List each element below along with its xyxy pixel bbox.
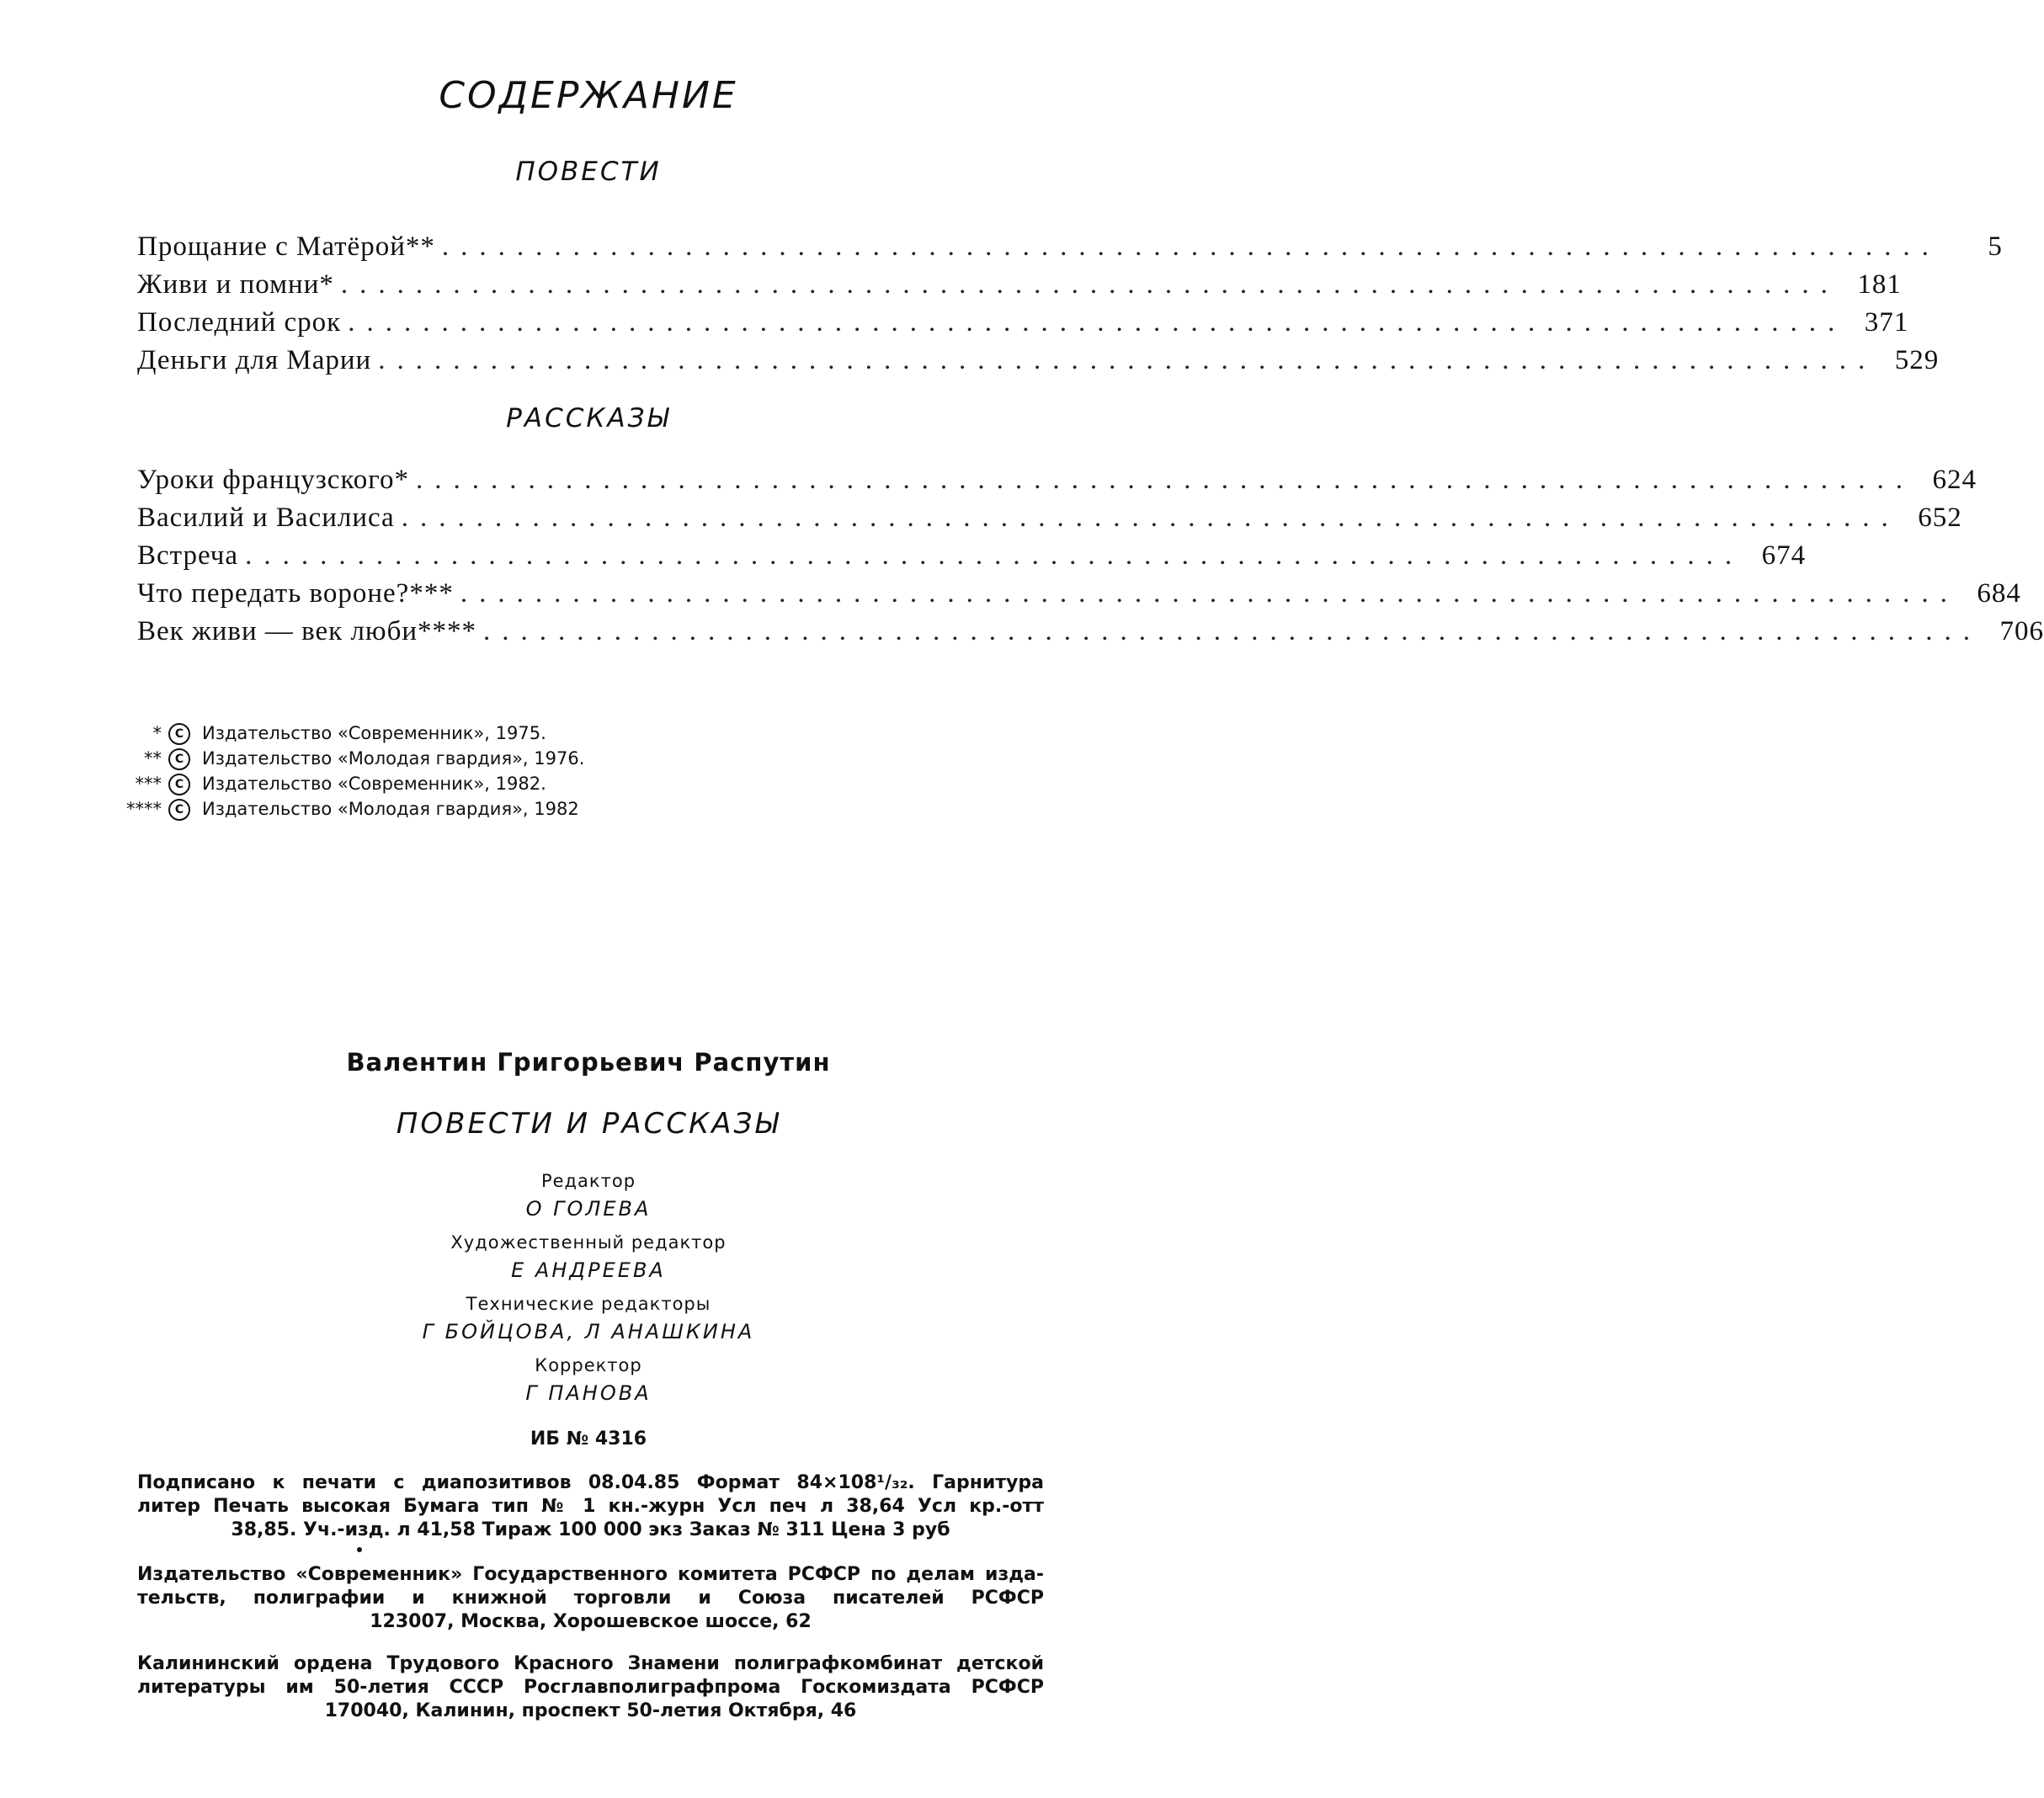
- toc-entry-page: 181: [1857, 269, 1902, 300]
- toc-entry-title: Век живи — век люби****: [137, 616, 477, 646]
- toc-leader-dots: ................................................................................: [483, 616, 1983, 646]
- copyright-text: Издательство «Молодая гвардия», 1982: [202, 799, 579, 819]
- section-title-povesti: ПОВЕСТИ: [515, 157, 662, 187]
- credit-role: Редактор: [540, 1171, 636, 1191]
- toc-entry-page: 706: [1999, 616, 2044, 646]
- toc-leader-dots: ................................................................................: [460, 578, 1959, 609]
- toc-entry: [137, 307, 1909, 345]
- separator-dot: [357, 1547, 362, 1552]
- toc-entry: [137, 465, 1977, 503]
- copyright-line: [99, 796, 689, 822]
- toc-entry: [137, 269, 1902, 307]
- publisher-info-line: тельств, полиграфии и книжной торговли и Союза писателей РСФСР: [137, 1588, 1044, 1609]
- credit-name: Е АНДРЕЕВА: [511, 1258, 666, 1282]
- author-name: Валентин Григорьевич Распутин: [346, 1048, 831, 1077]
- printer-info-line: литературы им 50-летия СССР Росглавполиграфпрома Госкомиздата РСФСР: [137, 1677, 1044, 1698]
- toc-entry: [137, 578, 2021, 616]
- toc-entry-title: Что передать вороне?***: [137, 578, 454, 609]
- copyright-line: [99, 746, 689, 771]
- copyright-text: Издательство «Современник», 1982.: [202, 774, 546, 794]
- toc-leader-dots: ................................................................................: [441, 231, 1940, 262]
- toc-section-rasskazy: [137, 465, 2044, 654]
- toc-entry-title: Прощание с Матёрой**: [137, 231, 435, 262]
- toc-leader-dots: ................................................................................: [416, 465, 1915, 495]
- footnote-mark: ****: [126, 799, 162, 819]
- print-info: [137, 1471, 1044, 1542]
- toc-leader-dots: ................................................................................: [340, 269, 1839, 300]
- credit-name: Г ПАНОВА: [525, 1381, 652, 1405]
- copyright-icon: C: [168, 723, 190, 745]
- toc-entry-title: Деньги для Марии: [137, 345, 372, 375]
- copyright-notes: [99, 721, 689, 822]
- toc-entry-page: 674: [1761, 540, 1807, 571]
- printer-info: [137, 1652, 1044, 1723]
- footnote-mark: *: [152, 723, 162, 743]
- toc-leader-dots: ................................................................................: [401, 503, 1900, 533]
- toc-entry-page: 684: [1977, 578, 2021, 609]
- toc-entry-title: Уроки французского*: [137, 465, 410, 495]
- toc-section-povesti: [137, 231, 2003, 383]
- toc-entry-page: 529: [1894, 345, 1940, 375]
- section-title-rasskazy: РАССКАЗЫ: [506, 403, 671, 434]
- credit-role: Технические редакторы: [466, 1294, 711, 1314]
- footnote-mark: ***: [135, 774, 162, 794]
- toc-leader-dots: ................................................................................: [348, 307, 1847, 338]
- book-title: ПОВЕСТИ И РАССКАЗЫ: [396, 1107, 781, 1141]
- toc-entry: [137, 540, 1807, 578]
- footnote-mark: **: [144, 748, 162, 769]
- toc-entry-page: 5: [1988, 231, 2003, 262]
- print-info-line: Подписано к печати с диапозитивов 08.04.85 Формат 84×108¹/₃₂. Гарнитура: [137, 1472, 1044, 1493]
- credit-name: О ГОЛЕВА: [525, 1197, 652, 1221]
- toc-entry-title: Живи и помни*: [137, 269, 334, 300]
- printer-info-line: 170040, Калинин, проспект 50-летия Октября, 46: [324, 1700, 857, 1721]
- toc-entry-title: Последний срок: [137, 307, 342, 338]
- toc-entry: [137, 231, 2003, 269]
- toc-entry-page: 371: [1864, 307, 1909, 338]
- copyright-text: Издательство «Современник», 1975.: [202, 723, 546, 743]
- toc-leader-dots: ................................................................................: [378, 345, 1877, 375]
- copyright-icon: C: [168, 774, 190, 795]
- credit-name: Г БОЙЦОВА, Л АНАШКИНА: [422, 1320, 755, 1343]
- toc-entry-page: 624: [1932, 465, 1977, 495]
- publisher-info-line: 123007, Москва, Хорошевское шоссе, 62: [370, 1611, 812, 1632]
- toc-entry-page: 652: [1918, 503, 1962, 533]
- toc-entry: [137, 345, 1940, 383]
- copyright-text: Издательство «Молодая гвардия», 1976.: [202, 748, 585, 769]
- copyright-line: [99, 771, 689, 796]
- publisher-info: [137, 1563, 1044, 1634]
- toc-entry-title: Встреча: [137, 540, 239, 571]
- credit-role: Художественный редактор: [450, 1232, 727, 1253]
- copyright-line: [99, 721, 689, 746]
- copyright-icon: C: [168, 799, 190, 821]
- credit-role: Корректор: [535, 1355, 642, 1375]
- toc-leader-dots: ................................................................................: [245, 540, 1744, 571]
- publisher-info-line: Издательство «Современник» Государственного комитета РСФСР по делам изда-: [137, 1564, 1044, 1585]
- contents-heading: СОДЕРЖАНИЕ: [439, 74, 738, 117]
- printer-info-line: Калининский ордена Трудового Красного Знамени полиграфкомбинат детской: [137, 1653, 1044, 1674]
- toc-entry-title: Василий и Василиса: [137, 503, 395, 533]
- copyright-icon: C: [168, 748, 190, 770]
- print-info-line: 38,85. Уч.-изд. л 41,58 Тираж 100 000 экз Заказ № 311 Цена 3 руб: [231, 1519, 950, 1540]
- toc-entry: [137, 503, 1962, 540]
- ib-number: ИБ № 4316: [530, 1428, 647, 1450]
- toc-entry: [137, 616, 2044, 654]
- print-info-line: литер Печать высокая Бумага тип № 1 кн.-журн Усл печ л 38,64 Усл кр.-отт: [137, 1496, 1044, 1517]
